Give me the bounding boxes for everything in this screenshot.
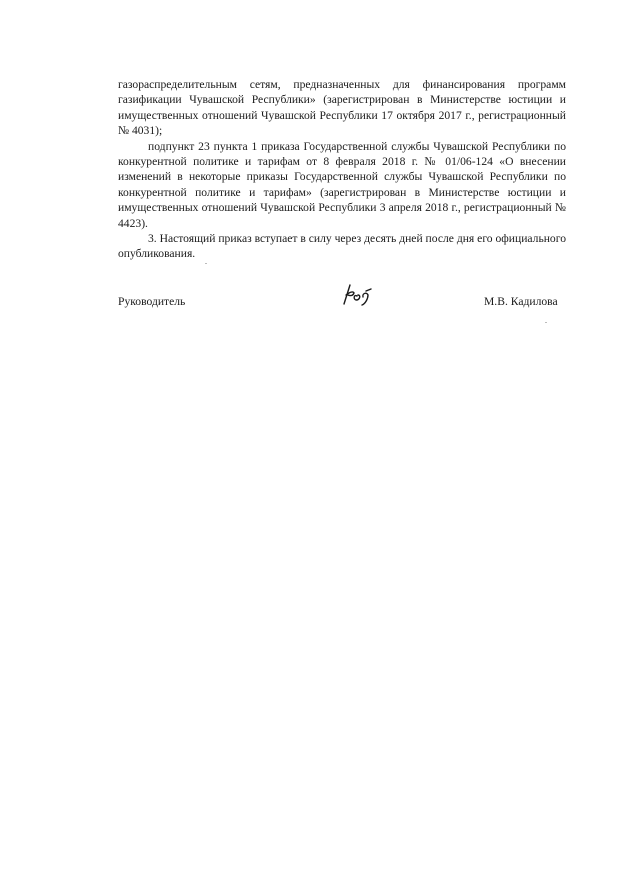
handwritten-signature xyxy=(338,282,378,306)
signatory-title: Руководитель xyxy=(118,295,186,308)
paragraph-subitem-23: подпункт 23 пункта 1 приказа Государственной службы Чувашской Республики по конкурентной политике и тарифам от 8 февраля 2018 г. № 01/06-124 «О внесении изменений в некоторые приказы Государственной службы Чувашской Республики по конкурентной политике и тарифам» (зарегистрирован в Министерстве юстиции и имущественных отношений Чувашской Республики 3 апреля 2018 г., регистрационный № 4423). xyxy=(118,139,566,230)
scan-speck xyxy=(545,322,547,323)
scan-speck xyxy=(205,263,207,264)
document-body xyxy=(118,77,566,262)
signatory-name: М.В. Кадилова xyxy=(484,295,558,308)
paragraph-effective-date: 3. Настоящий приказ вступает в силу через десять дней после дня его официального опубликования. xyxy=(118,232,566,261)
paragraph-continuation: газораспределительным сетям, предназначенных для финансирования программ газификации Чувашской Республики» (зарегистрирован в Министерстве юстиции и имущественных отношений Чувашской Республики 17 октября 2017 г., регистрационный № 4031); xyxy=(118,78,566,138)
